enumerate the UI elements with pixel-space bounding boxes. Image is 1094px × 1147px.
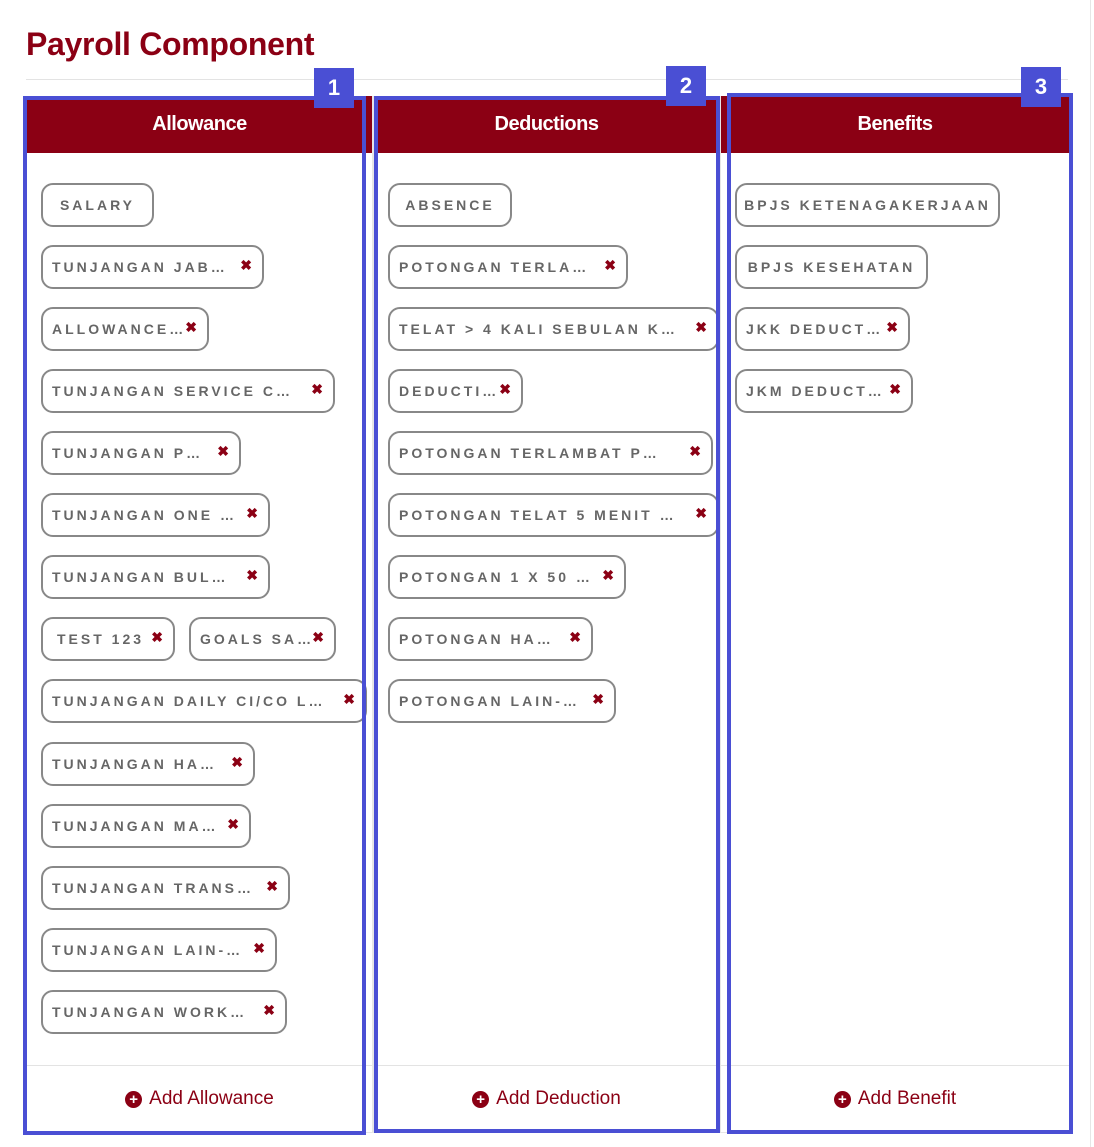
add-benefit-label: Add Benefit xyxy=(857,1088,957,1109)
remove-icon[interactable]: ✖ xyxy=(253,940,265,956)
badge-2: 2 xyxy=(666,66,706,106)
badge-3: 3 xyxy=(1021,67,1061,107)
plus-circle-icon: + xyxy=(472,1091,489,1108)
chip-label: TUNJANGAN JAB… xyxy=(52,259,228,275)
deduction-chip[interactable] xyxy=(388,555,626,599)
remove-icon[interactable]: ✖ xyxy=(343,691,355,707)
allowance-chip[interactable] xyxy=(41,431,241,475)
chip-label: POTONGAN TERLA… xyxy=(399,259,590,275)
remove-icon[interactable]: ✖ xyxy=(889,381,901,397)
remove-icon[interactable]: ✖ xyxy=(604,257,616,273)
remove-icon[interactable]: ✖ xyxy=(266,878,278,894)
remove-icon[interactable]: ✖ xyxy=(695,319,707,335)
chip-label: POTONGAN TELAT 5 MENIT … xyxy=(399,507,677,523)
chip-label: JKK DEDUCT… xyxy=(746,321,884,337)
remove-icon[interactable]: ✖ xyxy=(151,629,163,645)
remove-icon[interactable]: ✖ xyxy=(246,505,258,521)
chip-label: TUNJANGAN DAILY CI/CO L… xyxy=(52,693,326,709)
benefit-chip[interactable] xyxy=(735,245,928,289)
deduction-chip[interactable] xyxy=(388,307,719,351)
remove-icon[interactable]: ✖ xyxy=(499,381,511,397)
allowance-chip[interactable] xyxy=(189,617,336,661)
chip-label: ALLOWANCE… xyxy=(52,321,187,337)
remove-icon[interactable]: ✖ xyxy=(569,629,581,645)
title-divider xyxy=(26,79,1068,80)
remove-icon[interactable]: ✖ xyxy=(695,505,707,521)
allowance-chip[interactable] xyxy=(41,493,270,537)
remove-icon[interactable]: ✖ xyxy=(602,567,614,583)
allowance-chip[interactable] xyxy=(41,928,277,972)
remove-icon[interactable]: ✖ xyxy=(689,443,701,459)
remove-icon[interactable]: ✖ xyxy=(312,629,324,645)
chip-label: SALARY xyxy=(59,197,136,213)
chip-label: TUNJANGAN LAIN-… xyxy=(52,942,244,958)
add-deduction-button[interactable] xyxy=(374,1065,719,1132)
chip-label: POTONGAN 1 X 50 … xyxy=(399,569,593,585)
add-allowance-label: Add Allowance xyxy=(149,1088,274,1109)
allowance-panel xyxy=(26,96,373,1133)
chip-label: ABSENCE xyxy=(405,197,495,213)
chip-label: BPJS KETENAGAKERJAAN xyxy=(744,197,991,213)
chip-label: POTONGAN LAIN-… xyxy=(399,693,580,709)
chip-label: TUNJANGAN ONE … xyxy=(52,507,238,523)
chip-label: BPJS KESEHATAN xyxy=(747,259,916,275)
remove-icon[interactable]: ✖ xyxy=(231,754,243,770)
chip-label: DEDUCTI… xyxy=(399,383,500,399)
page-edge xyxy=(1090,0,1091,1147)
allowance-chip[interactable] xyxy=(41,245,264,289)
remove-icon[interactable]: ✖ xyxy=(246,567,258,583)
allowance-chip[interactable] xyxy=(41,617,175,661)
remove-icon[interactable]: ✖ xyxy=(886,319,898,335)
deduction-chip[interactable] xyxy=(388,679,616,723)
allowance-header: Allowance xyxy=(27,96,372,153)
benefit-chip[interactable] xyxy=(735,307,910,351)
remove-icon[interactable]: ✖ xyxy=(263,1002,275,1018)
remove-icon[interactable]: ✖ xyxy=(592,691,604,707)
allowance-chip[interactable] xyxy=(41,369,335,413)
allowance-chip[interactable] xyxy=(41,679,367,723)
remove-icon[interactable]: ✖ xyxy=(185,319,197,335)
deduction-chip[interactable] xyxy=(388,245,628,289)
remove-icon[interactable]: ✖ xyxy=(227,816,239,832)
deduction-chip[interactable] xyxy=(388,431,713,475)
allowance-chip[interactable] xyxy=(41,555,270,599)
chip-label: TEST 123 xyxy=(57,631,145,647)
chip-label: TUNJANGAN HA… xyxy=(52,756,217,772)
remove-icon[interactable]: ✖ xyxy=(240,257,252,273)
chip-label: TELAT > 4 KALI SEBULAN K… xyxy=(399,321,678,337)
benefit-chip[interactable] xyxy=(735,183,1000,227)
chip-label: POTONGAN HA… xyxy=(399,631,554,647)
chip-label: POTONGAN TERLAMBAT P… xyxy=(399,445,660,461)
allowance-chip[interactable] xyxy=(41,990,287,1034)
add-benefit-button[interactable] xyxy=(721,1065,1069,1132)
allowance-chip[interactable] xyxy=(41,804,251,848)
deduction-chip-absence[interactable] xyxy=(388,183,512,227)
deductions-panel xyxy=(373,96,720,1133)
benefits-header: Benefits xyxy=(721,96,1069,153)
allowance-chip[interactable] xyxy=(41,866,290,910)
deduction-chip[interactable] xyxy=(388,617,593,661)
add-allowance-button[interactable] xyxy=(27,1065,372,1132)
chip-label: TUNJANGAN BUL… xyxy=(52,569,229,585)
chip-label: TUNJANGAN WORK… xyxy=(52,1004,248,1020)
page-title: Payroll Component xyxy=(26,26,315,62)
remove-icon[interactable]: ✖ xyxy=(217,443,229,459)
plus-circle-icon: + xyxy=(834,1091,851,1108)
allowance-chip[interactable] xyxy=(41,307,209,351)
allowance-chip[interactable] xyxy=(41,742,255,786)
benefit-chip[interactable] xyxy=(735,369,913,413)
deductions-header: Deductions xyxy=(374,96,719,153)
chip-label: JKM DEDUCT… xyxy=(746,383,885,399)
allowance-chip-salary[interactable] xyxy=(41,183,154,227)
chip-label: GOALS SA… xyxy=(200,631,315,647)
deduction-chip[interactable] xyxy=(388,493,719,537)
chip-label: TUNJANGAN P… xyxy=(52,445,204,461)
remove-icon[interactable]: ✖ xyxy=(311,381,323,397)
plus-circle-icon: + xyxy=(125,1091,142,1108)
chip-label: TUNJANGAN SERVICE C… xyxy=(52,383,293,399)
chip-label: TUNJANGAN TRANS… xyxy=(52,880,254,896)
deduction-chip[interactable] xyxy=(388,369,523,413)
badge-1: 1 xyxy=(314,68,354,108)
benefits-panel xyxy=(720,96,1070,1133)
add-deduction-label: Add Deduction xyxy=(496,1088,621,1109)
chip-label: TUNJANGAN MA… xyxy=(52,818,219,834)
